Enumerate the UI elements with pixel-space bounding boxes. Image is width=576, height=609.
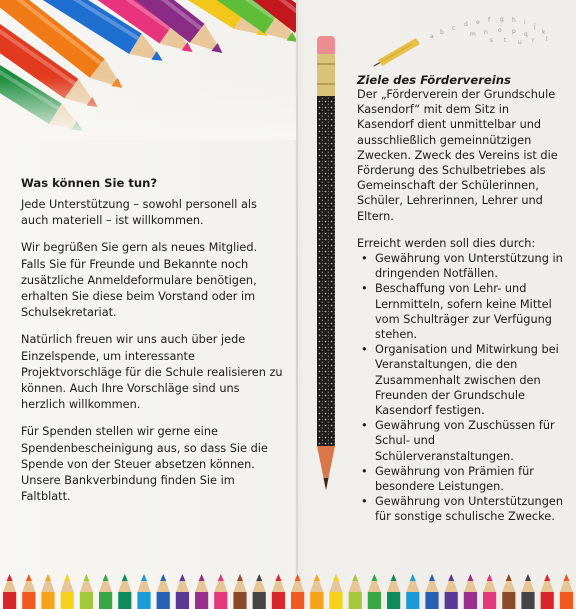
pencil-shape [310,574,323,609]
pencil-shape [41,574,54,609]
svg-text:o: o [498,27,502,34]
svg-text:j: j [534,23,536,30]
list-item: • Gewährung von Unterstützung in dringenden Notfällen. [361,251,569,281]
pencil-illustration [312,34,340,496]
list-item: • Organisation und Mitwirkung bei Veranstaltungen, die den Zusammenhalt zwischen den Freunden der Grundschule Kasendorf festigen. [361,342,569,418]
svg-text:m: m [470,31,476,38]
pencil-shape [80,574,93,609]
svg-text:l: l [546,36,548,43]
pencil-shape [349,574,362,609]
right-lead: Erreicht werden soll dies durch: [357,236,536,250]
pencil-shape [22,574,35,609]
svg-text:q: q [524,31,528,38]
pencil-shape [176,574,189,609]
pencil-shape [387,574,400,609]
svg-text:p: p [512,28,516,35]
colored-pencils-image [0,0,296,140]
svg-text:g: g [500,16,504,23]
pencil-shape [445,574,458,609]
pencil-eraser [317,36,335,56]
pencil-shape [253,574,266,609]
right-intro: Der „Förderverein der Grundschule Kasendorf“ mit dem Sitz in Kasendorf dient unmittelbar und ausschließlich gemeinnützigen Zwecken. Zweck des Vereins ist die Förderung des Schulbetriebes als Gemeinschaft der Schülerinnen, Schüler, Lehrerinnen, Lehrer und Eltern. [357,88,558,223]
svg-text:k: k [542,29,546,36]
pencil-shape [521,574,534,609]
left-paragraph-1: Jede Unterstützung – sowohl personell als auch materiell – ist willkommen. [21,198,257,228]
left-paragraph-2: Wir begrüßen Sie gern als neues Mitglied. Falls Sie für Freunde und Bekannte noch zusätzliche Anmeldeformulare benötigen, erhalten Sie diese beim Vorstand oder im Schulsekretariat. [21,241,258,320]
list-item: • Gewährung von Zuschüssen für Schul- und Schülerveranstaltungen. [361,418,569,464]
pencil-shape [118,574,131,609]
right-column [357,73,569,525]
svg-text:s: s [490,37,494,44]
pencil-shape [233,574,246,609]
pencil-shape [464,574,477,609]
pencil-shape [329,574,342,609]
list-item: • Gewährung von Prämien für besondere Leistungen. [361,464,569,494]
pencil-shape [541,574,554,609]
svg-text:t: t [504,37,507,44]
pencil-shape [272,574,285,609]
svg-text:c: c [452,25,456,32]
pencil-shape [425,574,438,609]
left-heading: Was können Sie tun? [21,176,158,190]
pencil-shape [99,574,112,609]
pencil-body [317,96,335,446]
pencil-shape [406,574,419,609]
pencil-shape [61,574,74,609]
pencil-ferrule [317,54,335,96]
pencil-shape [502,574,515,609]
svg-text:f: f [488,17,491,24]
pencil-shape [483,574,496,609]
pencil-shape [214,574,227,609]
svg-text:h: h [512,17,516,24]
svg-text:e: e [476,19,480,26]
pencil-shape [157,574,170,609]
left-paragraph-3: Natürlich freuen wir uns auch über jede Einzelspende, um interessante Projektvorschläge für die Schule realisieren zu können. Auch Ihre Vorschläge sind uns herzlich willkommen. [21,333,283,412]
list-item: • Beschaffung von Lehr- und Lernmitteln, sofern keine Mittel vom Schulträger zur Verfügung stehen. [361,281,569,342]
svg-text:d: d [464,21,468,28]
svg-text:u: u [518,39,522,46]
pencil-shape [195,574,208,609]
svg-text:i: i [524,19,526,26]
pencil-shape [560,574,573,609]
left-column [21,176,283,516]
quill-drawing-icon [372,8,562,70]
svg-text:b: b [440,29,444,36]
goals-list [357,251,569,525]
list-item: • Gewährung von Unterstützungen für sonstige schulische Zwecke. [361,494,569,524]
svg-text:a: a [430,33,434,40]
pencil-shape [137,574,150,609]
colored-pencils-border [0,570,576,609]
pencil-shape [368,574,381,609]
svg-text:r: r [532,37,535,44]
pencil-shape [291,574,304,609]
left-paragraph-4: Für Spenden stellen wir gerne eine Spendenbescheinigung aus, so dass Sie die Spende von der Steuer absetzen können. Unsere Bankverbindung finden Sie im Faltblatt. [21,425,268,504]
svg-text:n: n [484,29,488,36]
right-heading: Ziele des Fördervereins [357,73,511,87]
fold-line [296,0,298,609]
pencil-shape [3,574,16,609]
